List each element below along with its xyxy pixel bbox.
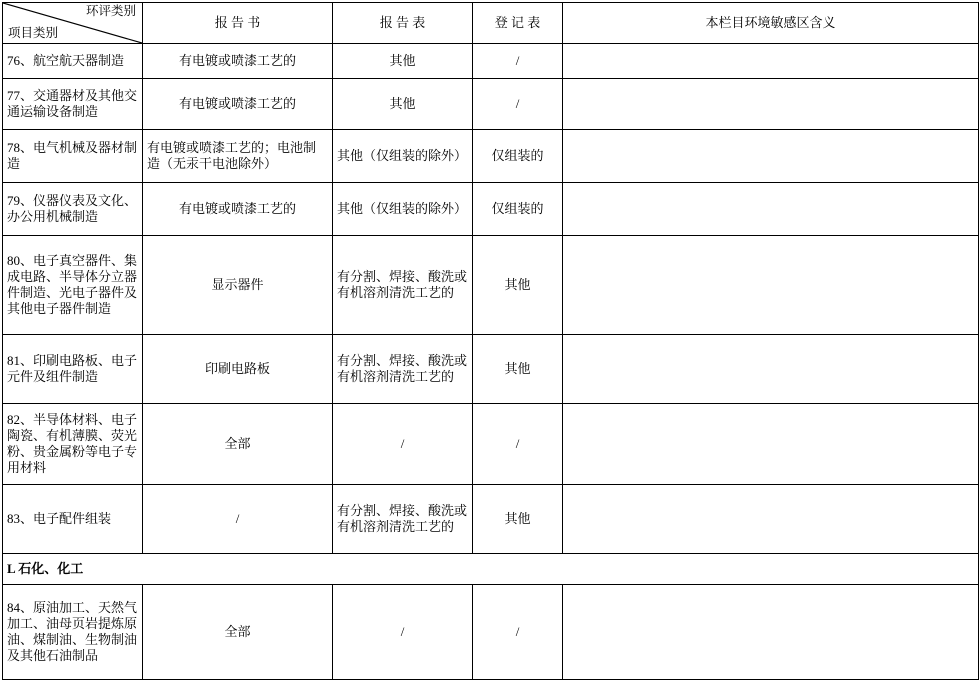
section-title: L 石化、化工: [3, 554, 979, 585]
cell-report-form: 其他: [333, 79, 473, 130]
header-category-label: 环评类别: [85, 4, 136, 18]
cell-report-book: 全部: [143, 404, 333, 485]
cell-project-category: 76、航空航天器制造: [3, 44, 143, 79]
cell-registration-form: 其他: [473, 236, 563, 335]
cell-project-category: 80、电子真空器件、集成电路、半导体分立器件制造、光电子器件及其他电子器件制造: [3, 236, 143, 335]
table-row: [3, 485, 979, 554]
cell-report-form: 其他（仅组装的除外）: [333, 130, 473, 183]
cell-registration-form: /: [473, 44, 563, 79]
cell-report-form: 其他: [333, 44, 473, 79]
cell-report-form: /: [333, 585, 473, 680]
cell-report-form: 其他（仅组装的除外）: [333, 183, 473, 236]
cell-registration-form: /: [473, 404, 563, 485]
cell-registration-form: 其他: [473, 335, 563, 404]
cell-sensitive-meaning: [563, 335, 979, 404]
cell-report-book: /: [143, 485, 333, 554]
cell-report-book: 显示器件: [143, 236, 333, 335]
cell-project-category: 84、原油加工、天然气加工、油母页岩提炼原油、煤制油、生物制油及其他石油制品: [3, 585, 143, 680]
cell-registration-form: 其他: [473, 485, 563, 554]
table-row: [3, 585, 979, 680]
table-header-row: [3, 3, 979, 44]
cell-sensitive-meaning: [563, 183, 979, 236]
table-row: [3, 236, 979, 335]
cell-registration-form: /: [473, 79, 563, 130]
table-row: [3, 79, 979, 130]
cell-report-book: 有电镀或喷漆工艺的；电池制造（无汞干电池除外）: [143, 130, 333, 183]
header-registration-form: 登 记 表: [473, 3, 563, 44]
table-row: [3, 335, 979, 404]
table-body: [3, 3, 979, 680]
header-report-book: 报 告 书: [143, 3, 333, 44]
cell-project-category: 79、仪器仪表及文化、办公用机械制造: [3, 183, 143, 236]
header-report-form: 报 告 表: [333, 3, 473, 44]
cell-sensitive-meaning: [563, 130, 979, 183]
cell-report-book: 印刷电路板: [143, 335, 333, 404]
cell-sensitive-meaning: [563, 404, 979, 485]
cell-registration-form: 仅组装的: [473, 130, 563, 183]
table-row: [3, 404, 979, 485]
cell-report-book: 有电镀或喷漆工艺的: [143, 183, 333, 236]
cell-project-category: 82、半导体材料、电子陶瓷、有机薄膜、荧光粉、贵金属粉等电子专用材料: [3, 404, 143, 485]
cell-project-category: 77、交通器材及其他交通运输设备制造: [3, 79, 143, 130]
cell-project-category: 83、电子配件组装: [3, 485, 143, 554]
table-row: [3, 44, 979, 79]
header-sensitive-meaning: 本栏目环境敏感区含义: [563, 3, 979, 44]
cell-sensitive-meaning: [563, 485, 979, 554]
cell-report-form: /: [333, 404, 473, 485]
table-row: [3, 183, 979, 236]
cell-sensitive-meaning: [563, 44, 979, 79]
cell-report-form: 有分割、焊接、酸洗或有机溶剂清洗工艺的: [333, 335, 473, 404]
document-page: [0, 2, 980, 664]
cell-report-book: 全部: [143, 585, 333, 680]
cell-registration-form: 仅组装的: [473, 183, 563, 236]
cell-project-category: 78、电气机械及器材制造: [3, 130, 143, 183]
cell-registration-form: /: [473, 585, 563, 680]
table-row: [3, 130, 979, 183]
table-section-row: [3, 554, 979, 585]
cell-report-book: 有电镀或喷漆工艺的: [143, 44, 333, 79]
cell-report-book: 有电镀或喷漆工艺的: [143, 79, 333, 130]
header-category-project-cell: [3, 3, 143, 44]
cell-sensitive-meaning: [563, 585, 979, 680]
header-project-label: 项目类别: [8, 26, 59, 41]
environmental-assessment-table: [2, 2, 979, 680]
cell-project-category: 81、印刷电路板、电子元件及组件制造: [3, 335, 143, 404]
cell-sensitive-meaning: [563, 236, 979, 335]
cell-sensitive-meaning: [563, 79, 979, 130]
cell-report-form: 有分割、焊接、酸洗或有机溶剂清洗工艺的: [333, 485, 473, 554]
cell-report-form: 有分割、焊接、酸洗或有机溶剂清洗工艺的: [333, 236, 473, 335]
